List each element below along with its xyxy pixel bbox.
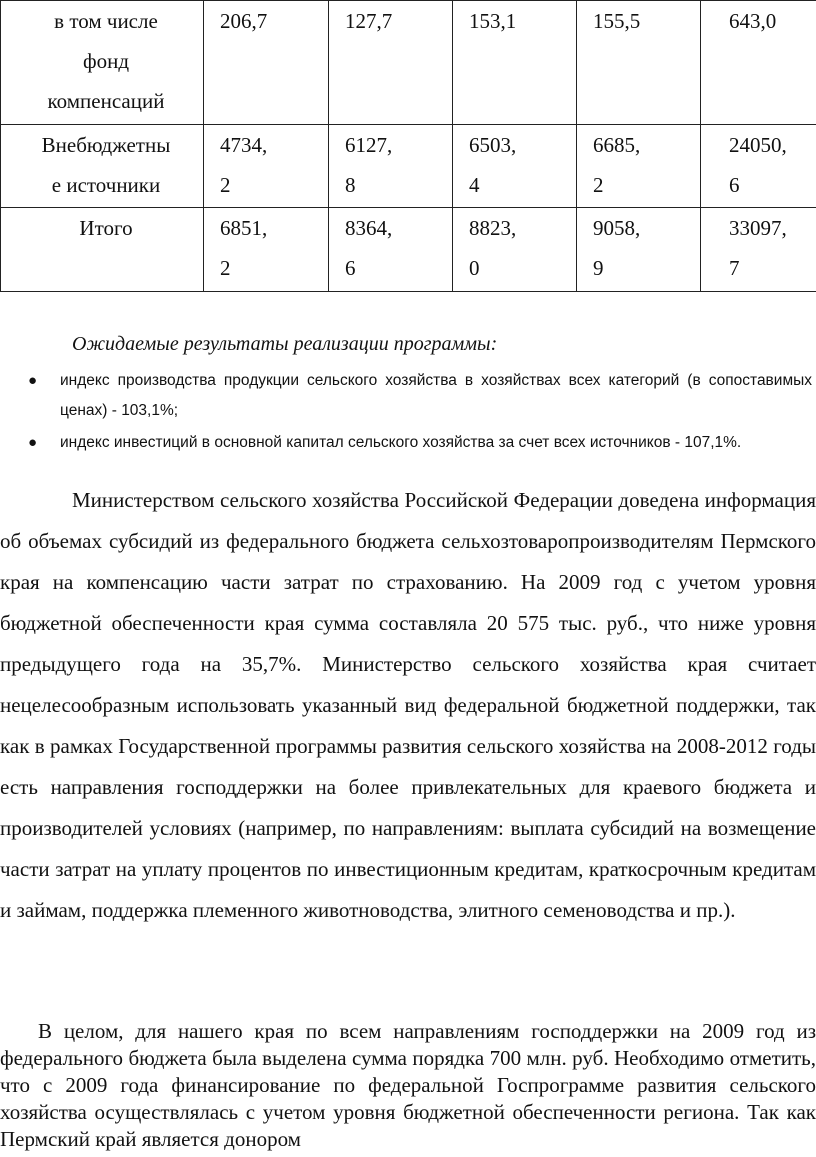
table-row bbox=[1, 208, 816, 292]
table-cell: 153,1 bbox=[453, 1, 577, 125]
table-cell: 6127, 8 bbox=[329, 125, 453, 208]
results-list bbox=[0, 366, 816, 458]
table-cell: 206,7 bbox=[204, 1, 329, 125]
table-cell: 6503, 4 bbox=[453, 125, 577, 208]
table-cell: 127,7 bbox=[329, 1, 453, 125]
table-row bbox=[1, 125, 816, 208]
table-cell: 4734, 2 bbox=[204, 125, 329, 208]
list-item: ● индекс инвестиций в основной капитал сельского хозяйства за счет всех источников - 107,1%. bbox=[0, 428, 816, 458]
table-row bbox=[1, 1, 816, 125]
table-cell: 33097, 7 bbox=[701, 208, 816, 292]
budget-table bbox=[0, 0, 816, 292]
expected-results bbox=[0, 322, 816, 460]
body-paragraph: В целом, для нашего края по всем направлениям господдержки на 2009 год из федерального бюджета была выделена сумма порядка 700 млн. руб. Необходимо отметить, что с 2009 года финансирование по федеральной Госпрограмме развития сельского хозяйства осуществлялась с учетом уровня бюджетной обеспеченности региона. Так как Пермский край является донором bbox=[0, 1019, 816, 1151]
table-cell: 6685, 2 bbox=[577, 125, 701, 208]
table-cell: 9058, 9 bbox=[577, 208, 701, 292]
table-cell: 643,0 bbox=[701, 1, 816, 125]
results-heading: Ожидаемые результаты реализации программы: bbox=[72, 333, 498, 355]
row-label: Внебюджетны е источники bbox=[1, 125, 204, 208]
list-item: ● индекс производства продукции сельского хозяйства в хозяйствах всех категорий (в сопоставимых ценах) - 103,1%; bbox=[0, 366, 816, 426]
table-cell: 8823, 0 bbox=[453, 208, 577, 292]
table-cell: 8364, 6 bbox=[329, 208, 453, 292]
body-paragraph: Министерством сельского хозяйства Российской Федерации доведена информация об объемах субсидий из федерального бюджета сельхозтоваропроизводителям Пермского края на компенсацию части затрат по страхованию. На 2009 год с учетом уровня бюджетной обеспеченности края сумма составляла 20 575 тыс. руб., что ниже уровня предыдущего года на 35,7%. Министерство сельского хозяйства края считает нецелесообразным использовать указанный вид федеральной бюджетной поддержки, так как в рамках Государственной программы развития сельского хозяйства на 2008-2012 годы есть направления господдержки на более привлекательных для краевого бюджета и производителей условиях (например, по направлениям: выплата субсидий на возмещение части затрат на уплату процентов по инвестиционным кредитам, краткосрочным кредитам и займам, поддержка племенного животноводства, элитного семеноводства и пр.). bbox=[0, 488, 816, 922]
row-label: в том числе фонд компенсаций bbox=[1, 1, 204, 125]
table-cell: 155,5 bbox=[577, 1, 701, 125]
row-label: Итого bbox=[1, 208, 204, 292]
table-cell: 24050, 6 bbox=[701, 125, 816, 208]
bullet-icon: ● bbox=[28, 372, 38, 389]
table-cell: 6851, 2 bbox=[204, 208, 329, 292]
bullet-icon: ● bbox=[28, 434, 38, 451]
